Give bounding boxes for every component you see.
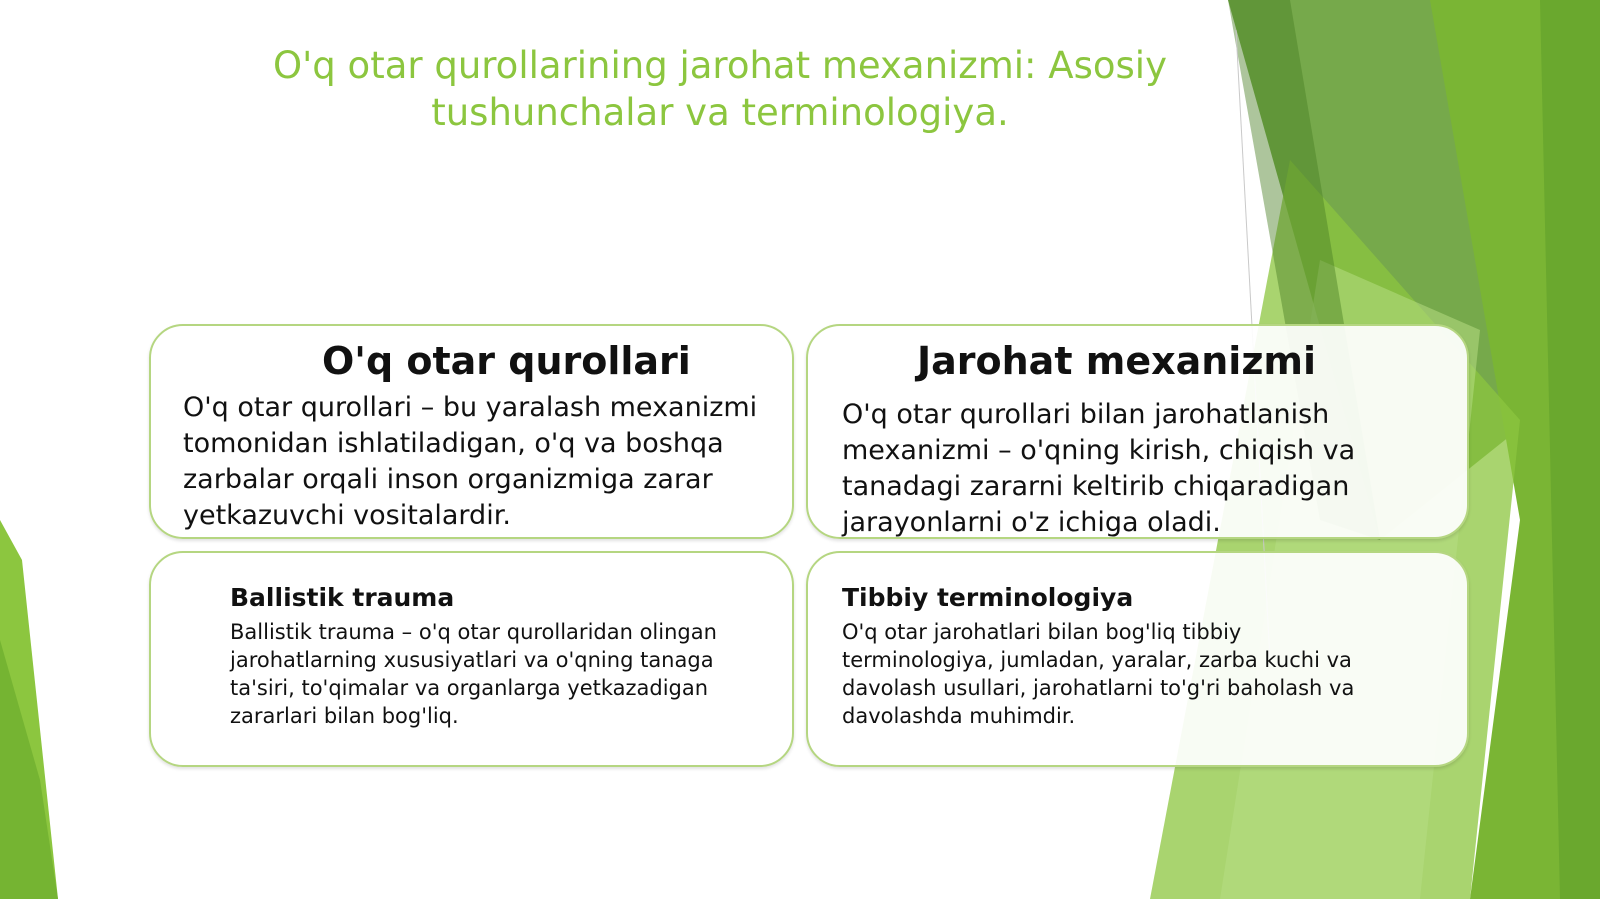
- card-firearms-body: O'q otar qurollari – bu yaralash mexanizmi tomonidan ishlatiladigan, o'q va boshqa zarbalar orqali inson organizmiga zarar yetkazuvchi vositalardir.: [183, 392, 758, 531]
- card-injury-mechanism-body: O'q otar qurollari bilan jarohatlanish mexanizmi – o'qning kirish, chiqish va tanadagi zararni keltirib chiqaradigan jarayonlarni o'z ichiga oladi.: [842, 399, 1356, 538]
- card-ballistic-trauma-heading: Ballistik trauma: [230, 583, 455, 612]
- card-injury-mechanism-heading: Jarohat mexanizmi: [917, 339, 1317, 383]
- card-medical-terminology-heading: Tibbiy terminologiya: [842, 583, 1134, 612]
- card-ballistic-trauma-body: Ballistik trauma – o'q otar qurollaridan olingan jarohatlarning xususiyatlari va o'qning tanaga ta'siri, to'qimalar va organlarga yetkazadigan zararlari bilan bog'liq.: [230, 620, 717, 728]
- slide-title: O'q otar qurollarining jarohat mexanizmi: Asosiy tushunchalar va terminologiya.: [273, 44, 1167, 134]
- card-medical-terminology-body: O'q otar jarohatlari bilan bog'liq tibbiy terminologiya, jumladan, yaralar, zarba kuchi va davolash usullari, jarohatlarni to'g'ri baholash va davolashda muhimdir.: [842, 620, 1355, 728]
- card-firearms-heading: O'q otar qurollari: [322, 339, 691, 383]
